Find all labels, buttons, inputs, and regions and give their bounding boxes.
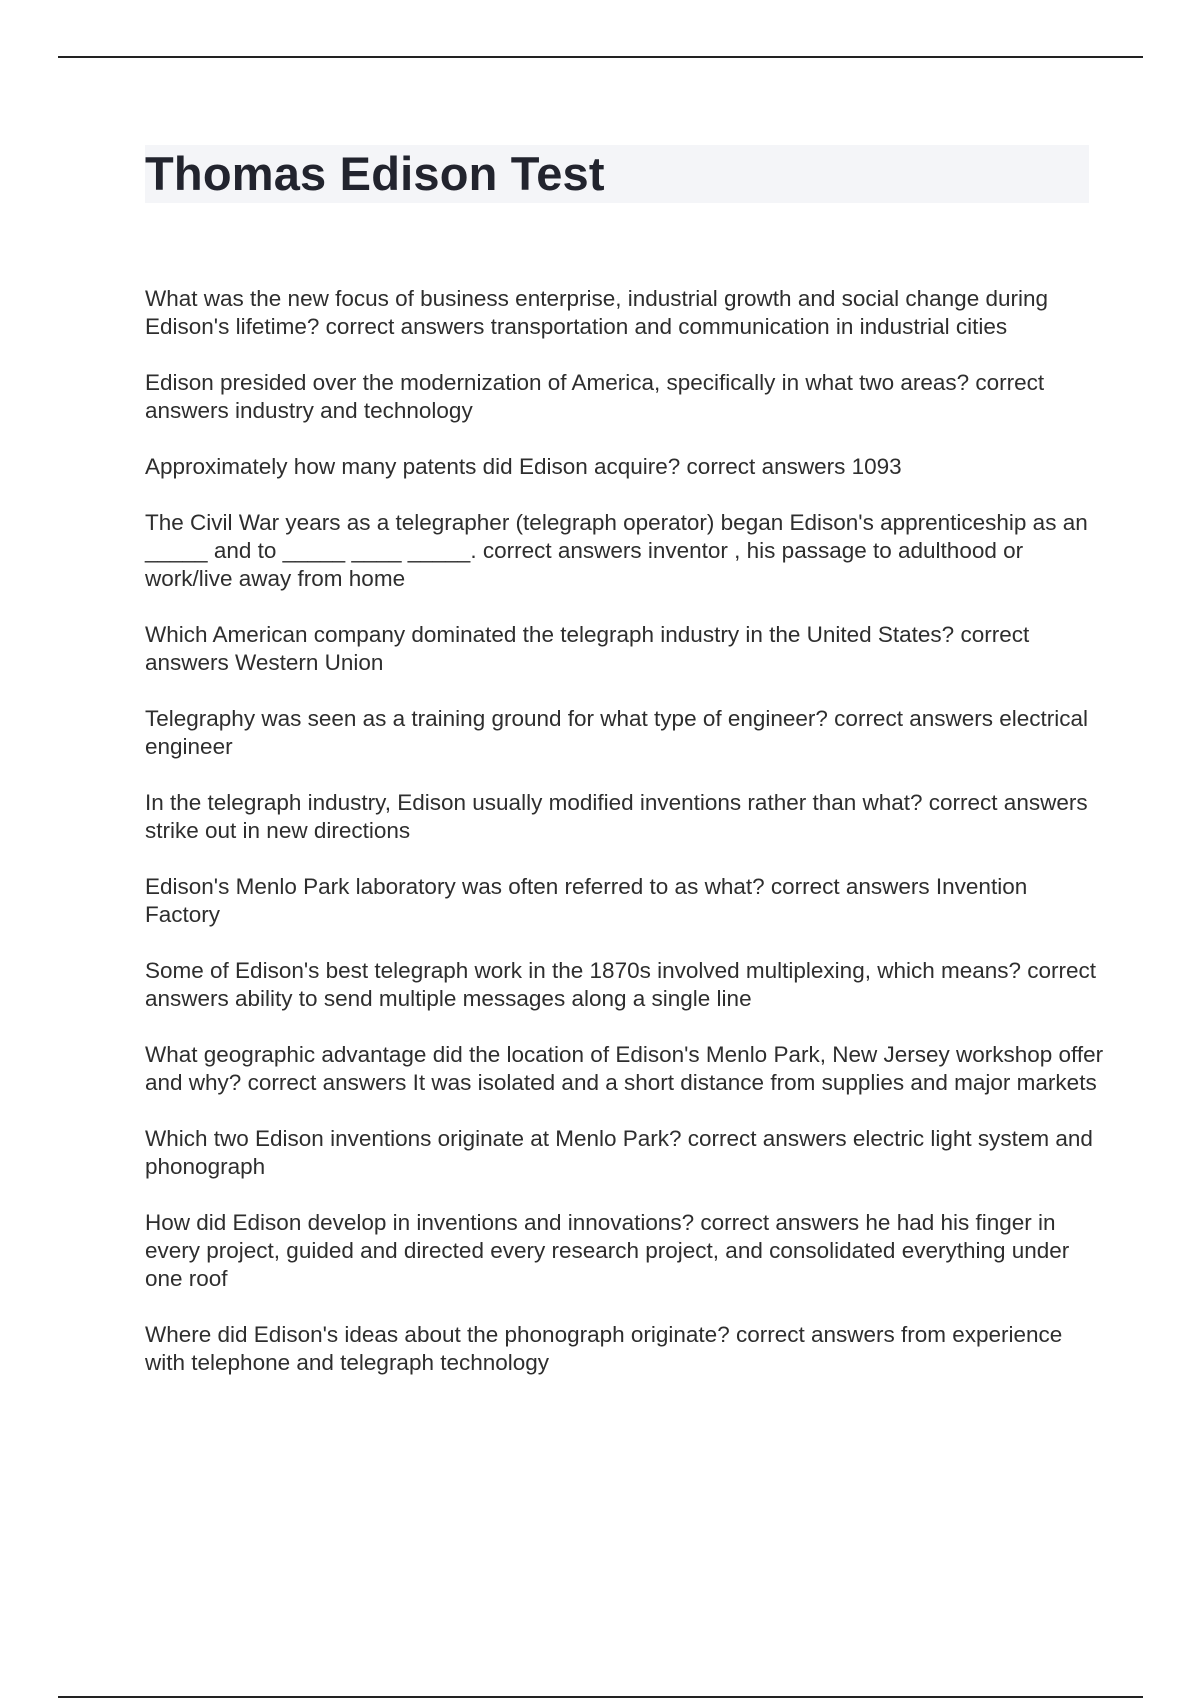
- question-item: What geographic advantage did the location of Edison's Menlo Park, New Jersey workshop offer and why? correct answers It was isolated and a short distance from supplies and major markets: [145, 1042, 1104, 1095]
- question-item: What was the new focus of business enterprise, industrial growth and social change during Edison's lifetime? correct answers transportation and communication in industrial cities: [145, 286, 1048, 339]
- bottom-divider: [58, 1696, 1143, 1698]
- question-item: In the telegraph industry, Edison usually modified inventions rather than what? correct answers strike out in new directions: [145, 790, 1088, 843]
- question-item: Which American company dominated the telegraph industry in the United States? correct answers Western Union: [145, 622, 1030, 675]
- question-item: Which two Edison inventions originate at Menlo Park? correct answers electric light system and phonograph: [145, 1126, 1093, 1179]
- top-divider: [58, 56, 1143, 58]
- question-item: The Civil War years as a telegrapher (telegraph operator) began Edison's apprenticeship as an _____ and to _____ ____ _____. correct answers inventor , his passage to adulthood or work/live away from home: [145, 510, 1088, 591]
- question-item: Where did Edison's ideas about the phonograph originate? correct answers from experience with telephone and telegraph technology: [145, 1322, 1063, 1375]
- question-item: How did Edison develop in inventions and innovations? correct answers he had his finger in every project, guided and directed every research project, and consolidated everything under one roof: [145, 1210, 1070, 1291]
- question-item: Some of Edison's best telegraph work in the 1870s involved multiplexing, which means? correct answers ability to send multiple messages along a single line: [145, 958, 1097, 1011]
- question-item: Edison presided over the modernization of America, specifically in what two areas? correct answers industry and technology: [145, 370, 1045, 423]
- question-item: Approximately how many patents did Edison acquire? correct answers 1093: [145, 454, 902, 479]
- question-item: Telegraphy was seen as a training ground for what type of engineer? correct answers electrical engineer: [145, 706, 1089, 759]
- question-list: [145, 285, 1105, 1405]
- question-item: Edison's Menlo Park laboratory was often referred to as what? correct answers Invention Factory: [145, 874, 1028, 927]
- page-title: Thomas Edison Test: [145, 147, 605, 200]
